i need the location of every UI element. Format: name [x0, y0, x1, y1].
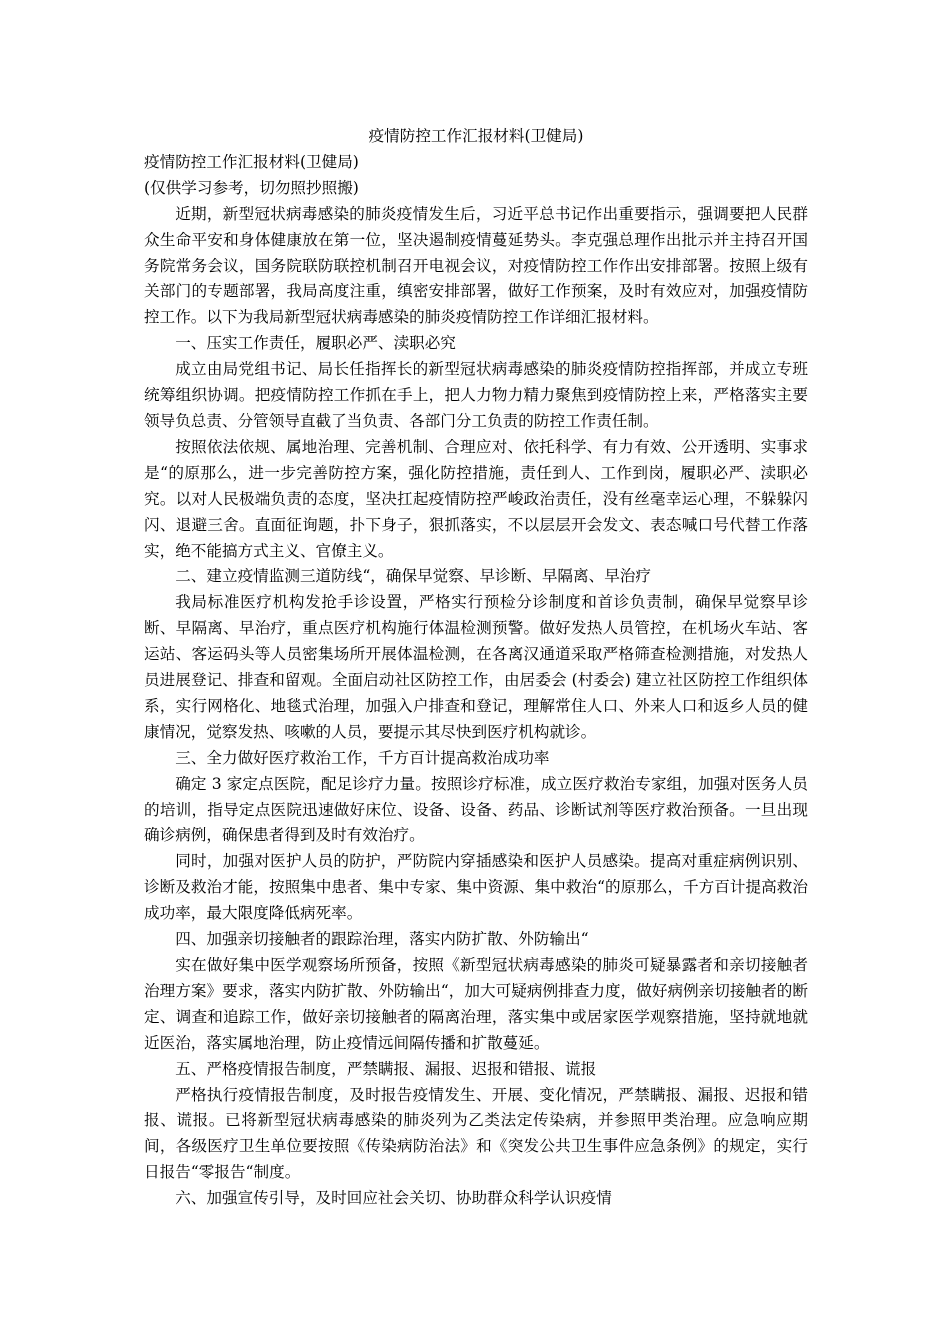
section-heading-6: 六、加强宣传引导，及时回应社会关切、协助群众科学认识疫情: [175, 1189, 612, 1208]
paragraph: 实在做好集中医学观察场所预备，按照《新型冠状病毒感染的肺炎可疑暴露者和亲切接触者治理方案》要求，落实内防扩散、外防输出“，加大可疑病例排查力度，做好病例亲切接触者的断定、调查和追踪工作，做好亲切接触者的隔离治理，落实集中或居家医学观察措施，坚持就地就近医治，落实属地治理，防止疫情远间隔传播和扩散蔓延。: [144, 956, 808, 1052]
section-heading-4: 四、加强亲切接触者的跟踪治理，落实内防扩散、外防输出“: [175, 930, 589, 949]
section-heading-5: 五、严格疫情报告制度，严禁瞒报、漏报、迟报和错报、谎报: [175, 1059, 597, 1078]
paragraph-intro: 近期，新型冠状病毒感染的肺炎疫情发生后，习近平总书记作出重要指示，强调要把人民群众生命平安和身体健康放在第一位，坚决遏制疫情蔓延势头。李克强总理作出批示并主持召开国务院常务会议，国务院联防联控机制召开电视会议，对疫情防控工作作出安排部署。按照上级有关部门的专题部署，我局高度注重，缜密安排部署，做好工作预案，及时有效应对，加强疫情防控工作。以下为我局新型冠状病毒感染的肺炎疫情防控工作详细汇报材料。: [144, 204, 808, 327]
section-heading-2: 二、建立疫情监测三道防线“，确保早觉察、早诊断、早隔离、早治疗: [175, 567, 651, 586]
document-subtitle: 疫情防控工作汇报材料(卫健局): [144, 152, 359, 171]
document-title: 疫情防控工作汇报材料(卫健局): [368, 127, 584, 145]
paragraph: 按照依法依规、属地治理、完善机制、合理应对、依托科学、有力有效、公开透明、实事求是“的原那么，进一步完善防控方案，强化防控措施，责任到人、工作到岗，履职必严、渎职必究。以对人民极端负责的态度，坚决扛起疫情防控严峻政治责任，没有丝毫幸运心理，不躲躲闪闪、退避三舍。直面征询题，扑下身子，狠抓落实，不以层层开会发文、表态喊口号代替工作落实，绝不能搞方式主义、官僚主义。: [144, 437, 808, 560]
section-heading-3: 三、全力做好医疗救治工作，千方百计提高救治成功率: [175, 748, 550, 767]
paragraph: 严格执行疫情报告制度，及时报告疫情发生、开展、变化情况，严禁瞒报、漏报、迟报和错报、谎报。已将新型冠状病毒感染的肺炎列为乙类法定传染病，并参照甲类治理。应急响应期间，各级医疗卫生单位要按照《传染病防治法》和《突发公共卫生事件应急条例》的规定，实行日报告“零报告“制度。: [144, 1085, 808, 1182]
paragraph: 成立由局党组书记、局长任指挥长的新型冠状病毒感染的肺炎疫情防控指挥部，并成立专班统筹组织协调。把疫情防控工作抓在手上，把人力物力精力聚焦到疫情防控上来，严格落实主要领导负总责、分管领导直截了当负责、各部门分工负责的防控工作责任制。: [144, 360, 808, 430]
paragraph: 同时，加强对医护人员的防护，严防院内穿插感染和医护人员感染。提高对重症病例识别、诊断及救治才能，按照集中患者、集中专家、集中资源、集中救治“的原那么，千方百计提高救治成功率，最大限度降低病死率。: [144, 852, 808, 923]
document-body: [144, 124, 808, 1212]
section-heading-1: 一、压实工作责任，履职必严、渎职必究: [175, 334, 456, 353]
paragraph: 我局标准医疗机构发抢手诊设置，严格实行预检分诊制度和首诊负责制，确保早觉察早诊断、早隔离、早治疗，重点医疗机构施行体温检测预警。做好发热人员管控，在机场火车站、客运站、客运码头等人员密集场所开展体温检测，在各离汉通道采取严格筛查检测措施，对发热人员进展登记、排查和留观。全面启动社区防控工作，由居委会 (村委会) 建立社区防控工作组织体系，实行网格化、地毯式治理，加强入户排查和登记，理解常住人口、外来人口和返乡人员的健康情况，觉察发热、咳嗽的人员，要提示其尽快到医疗机构就诊。: [144, 593, 808, 741]
document-note: (仅供学习参考，切勿照抄照搬): [144, 178, 359, 197]
paragraph: 确定 3 家定点医院，配足诊疗力量。按照诊疗标准，成立医疗救治专家组，加强对医务人员的培训，指导定点医院迅速做好床位、设备、设备、药品、诊断试剂等医疗救治预备。一旦出现确诊病例，确保患者得到及时有效治疗。: [144, 774, 808, 845]
